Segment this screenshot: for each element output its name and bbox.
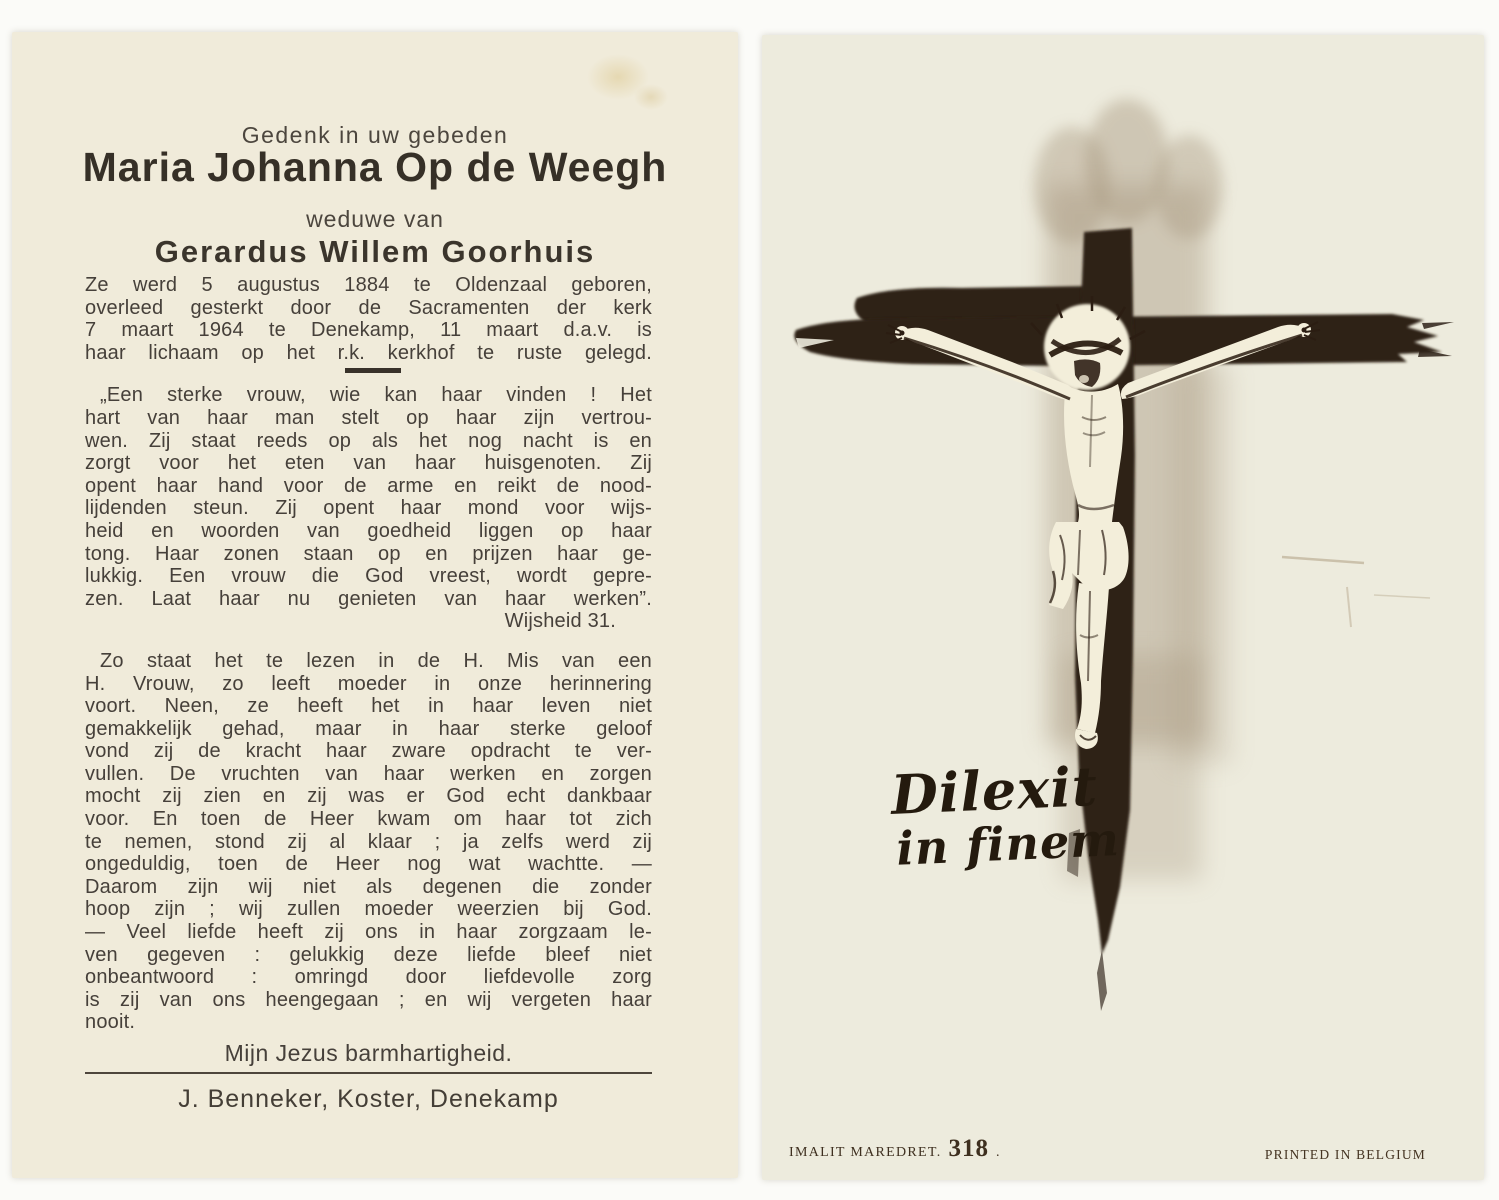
text-line: hoop zijn ; wij zullen moeder weerzien bij God. xyxy=(85,898,652,921)
text-line: opent haar hand voor de arme en reikt de nood- xyxy=(85,474,652,497)
text-line: te nemen, stond zij al klaar ; ja zelfs werd zij xyxy=(85,830,652,853)
text-line: overleed gesterkt door de Sacramenten der kerk xyxy=(85,296,652,319)
text-line: H. Vrouw, zo leeft moeder in onze herinnering xyxy=(85,672,652,695)
remembrance-line: Gedenk in uw gebeden xyxy=(241,122,509,148)
text-line: gemakkelijk gehad, maar in haar sterke geloof xyxy=(85,717,652,740)
deceased-name: Maria Johanna Op de Weegh xyxy=(82,144,668,190)
text-line: „Een sterke vrouw, wie kan haar vinden ! Het xyxy=(100,384,652,407)
spouse-name: Gerardus Willem Goorhuis xyxy=(154,234,596,269)
text-line: onbeantwoord : omringd door liefdevolle zorg xyxy=(85,966,652,989)
imprint-publisher: IMALIT MAREDRET. xyxy=(789,1145,942,1160)
paper-scratches xyxy=(1282,557,1430,627)
relation-line: weduwe van xyxy=(306,206,444,232)
nail-left xyxy=(900,331,905,336)
text-line: Ze werd 5 augustus 1884 te Oldenzaal geboren, xyxy=(85,274,652,296)
text-line: hart van haar man stelt op haar zijn vertrou- xyxy=(85,406,652,429)
text-line: vond zij de kracht haar zware opdracht te ver- xyxy=(85,740,652,763)
memorial-paragraph xyxy=(85,650,652,1012)
text-line: 7 maart 1964 te Denekamp, 11 maart d.a.v. is xyxy=(85,319,652,342)
text-line: lukkig. Een vrouw die God vreest, wordt gepre- xyxy=(85,565,652,588)
text-line: voort. Neen, ze heeft het in haar leven niet xyxy=(85,695,652,718)
crucifix-page xyxy=(762,35,1484,1180)
divider-rule xyxy=(85,1072,652,1074)
latin-inscription xyxy=(889,753,1121,876)
text-line: is zij van ons heengegaan ; en wij vergeten haar xyxy=(85,988,652,1011)
text-line: heid en woorden van goedheid liggen op haar xyxy=(85,519,652,542)
quote-attribution: Wijsheid 31. xyxy=(504,610,616,633)
text-column xyxy=(85,274,652,1111)
publisher-line: J. Benneker, Koster, Denekamp xyxy=(178,1085,559,1113)
text-line: — Veel liefde heeft zij ons in haar zorgzaam le- xyxy=(85,921,652,944)
text-line: Daarom zijn wij niet als degenen die zonder xyxy=(85,875,652,898)
text-line: tong. Haar zonen staan op en prijzen haar ge- xyxy=(85,542,652,565)
biography-paragraph xyxy=(85,274,652,364)
paper-stain xyxy=(634,84,668,110)
inscription-words-in-finem: in finem xyxy=(895,812,1121,876)
text-line: ongeduldig, toen de Heer nog wat wachtte. — xyxy=(85,853,652,876)
crucifix-illustration xyxy=(762,35,1484,1180)
nail-right xyxy=(1302,328,1307,333)
imprint-period: . xyxy=(996,1145,1001,1160)
prayer-line: Mijn Jezus barmhartigheid. xyxy=(224,1040,513,1066)
text-line: lijdenden steun. Zij opent haar mond voor wijs- xyxy=(85,497,652,520)
text-line: zorgt voor het eten van haar huisgenoten. Zij xyxy=(85,452,652,475)
text-line: vullen. De vruchten van haar werken en zorgen xyxy=(85,762,652,785)
scripture-quote xyxy=(85,384,652,610)
text-line: mocht zij zien en zij was er God echt dankbaar xyxy=(85,785,652,808)
text-line: wen. Zij staat reeds op als het nog nacht is en xyxy=(85,429,652,452)
paper-stain xyxy=(587,54,649,100)
printed-in-belgium-label: PRINTED IN BELGIUM xyxy=(1264,1147,1426,1162)
text-line: zen. Laat haar nu genieten van haar werken”. xyxy=(85,587,652,610)
text-line: Zo staat het te lezen in de H. Mis van een xyxy=(100,649,652,672)
imprint-number: 318 xyxy=(948,1135,989,1162)
printer-imprint xyxy=(789,1135,1001,1163)
text-line: ven gegeven : gelukkig deze liefde bleef niet xyxy=(85,943,652,966)
inscription-word-dilexit: Dilexit xyxy=(889,753,1100,827)
text-line: voor. En toen de Heer kwam om haar tot zich xyxy=(85,808,652,831)
memorial-last-line: nooit. xyxy=(85,1011,136,1034)
memorial-text-page xyxy=(12,32,738,1178)
text-line: haar lichaam op het r.k. kerkhof te ruste gelegd. xyxy=(85,341,652,364)
